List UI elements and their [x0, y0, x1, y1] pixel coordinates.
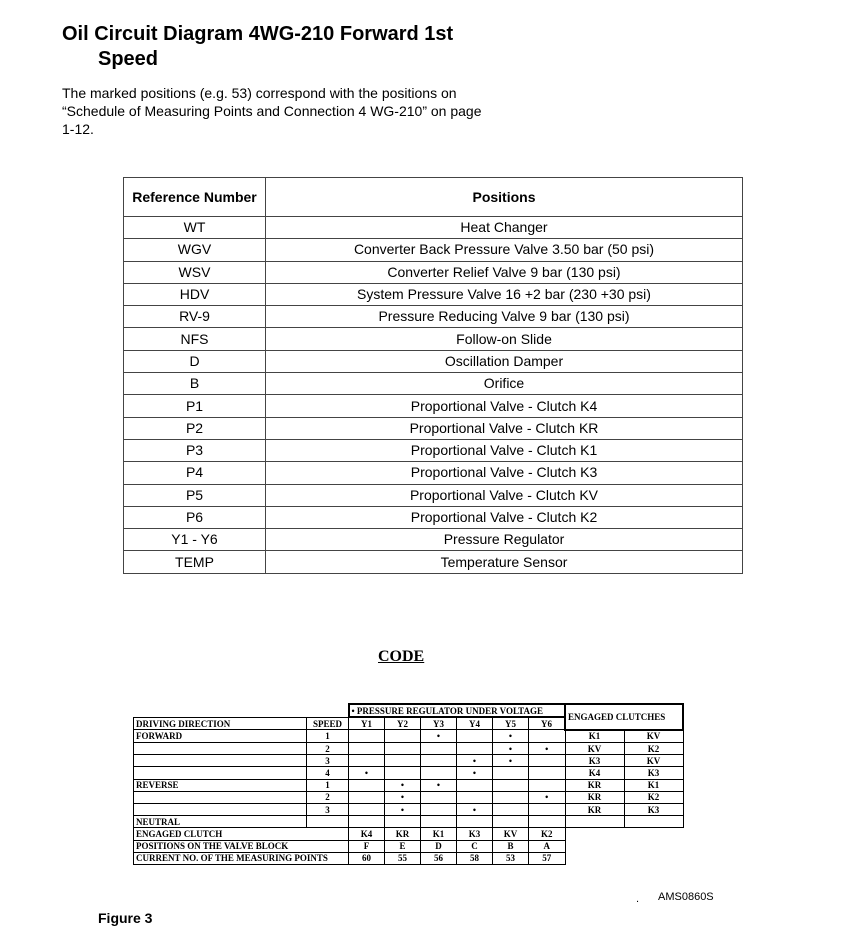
regulator-cell: •: [385, 791, 421, 803]
footer-value: K2: [529, 828, 566, 840]
footer-value: 53: [493, 852, 529, 864]
regulator-cell: [421, 791, 457, 803]
image-code: AMS0860S: [658, 891, 714, 903]
code-footer-row: [134, 840, 684, 852]
y-header: Y2: [385, 717, 421, 730]
footer-value: K3: [457, 828, 493, 840]
header-reference-number: Reference Number: [124, 178, 266, 217]
regulator-cell: [349, 755, 385, 767]
position-cell: Heat Changer: [266, 217, 743, 239]
footer-value: B: [493, 840, 529, 852]
regulator-cell: [349, 730, 385, 743]
regulator-cell: [421, 755, 457, 767]
reference-number-cell: WSV: [124, 261, 266, 283]
speed-header: SPEED: [307, 717, 349, 730]
regulator-cell: [457, 791, 493, 803]
direction-cell: [134, 804, 307, 816]
reference-number-cell: P1: [124, 395, 266, 417]
direction-cell: [134, 791, 307, 803]
y-header: Y6: [529, 717, 566, 730]
regulator-cell: [385, 767, 421, 779]
engaged-clutch-cell: K1: [624, 779, 683, 791]
title-line1: Oil Circuit Diagram 4WG-210 Forward 1st: [62, 23, 454, 45]
code-row: [134, 816, 684, 828]
regulator-cell: [349, 816, 385, 828]
regulator-cell: [421, 804, 457, 816]
footer-value: KR: [385, 828, 421, 840]
code-footer-row: [134, 828, 684, 840]
engaged-clutch-cell: K1: [565, 730, 624, 743]
code-title: CODE: [378, 648, 425, 665]
regulator-cell: [493, 804, 529, 816]
speed-cell: 4: [307, 767, 349, 779]
header-positions: Positions: [266, 178, 743, 217]
reference-number-cell: TEMP: [124, 551, 266, 573]
table-row: [124, 306, 743, 328]
regulator-cell: [493, 767, 529, 779]
engaged-clutch-cell: KV: [624, 730, 683, 743]
y-header: Y3: [421, 717, 457, 730]
regulator-cell: [385, 743, 421, 755]
engaged-clutch-cell: K3: [624, 767, 683, 779]
footer-value: 56: [421, 852, 457, 864]
engaged-clutch-cell: K3: [565, 755, 624, 767]
speed-cell: [307, 816, 349, 828]
position-cell: Converter Relief Valve 9 bar (130 psi): [266, 261, 743, 283]
regulator-cell: [457, 816, 493, 828]
reference-table: [123, 177, 743, 574]
direction-cell: [134, 743, 307, 755]
regulator-cell: [457, 743, 493, 755]
regulator-cell: [349, 791, 385, 803]
regulator-cell: [529, 804, 566, 816]
regulator-cell: •: [385, 779, 421, 791]
regulator-cell: [529, 730, 566, 743]
reference-number-cell: P6: [124, 506, 266, 528]
footer-value: 55: [385, 852, 421, 864]
code-row: [134, 730, 684, 743]
regulator-cell: •: [349, 767, 385, 779]
regulator-cell: [349, 779, 385, 791]
regulator-cell: [421, 743, 457, 755]
footer-value: F: [349, 840, 385, 852]
footer-value: C: [457, 840, 493, 852]
direction-cell: [134, 767, 307, 779]
footer-value: D: [421, 840, 457, 852]
regulator-cell: [421, 767, 457, 779]
position-cell: Converter Back Pressure Valve 3.50 bar (50 psi): [266, 239, 743, 261]
reference-number-cell: Y1 - Y6: [124, 529, 266, 551]
regulator-cell: [385, 730, 421, 743]
engaged-clutch-cell: KR: [565, 779, 624, 791]
regulator-cell: [457, 730, 493, 743]
reference-number-cell: P5: [124, 484, 266, 506]
regulator-cell: •: [493, 755, 529, 767]
reference-number-cell: D: [124, 350, 266, 372]
intro-paragraph: The marked positions (e.g. 53) correspond with the positions on “Schedule of Measuring Points and Connection 4 WG-210” on page 1-12.: [62, 85, 482, 137]
table-row: [124, 551, 743, 573]
engaged-clutch-cell: KR: [565, 804, 624, 816]
footer-value: 57: [529, 852, 566, 864]
reference-number-cell: NFS: [124, 328, 266, 350]
engaged-clutch-cell: KV: [565, 743, 624, 755]
engaged-clutch-cell: [624, 816, 683, 828]
direction-cell: FORWARD: [134, 730, 307, 743]
footer-value: K1: [421, 828, 457, 840]
position-cell: Proportional Valve - Clutch K2: [266, 506, 743, 528]
code-row: [134, 791, 684, 803]
pressure-regulator-header: • PRESSURE REGULATOR UNDER VOLTAGE: [349, 704, 566, 717]
reference-table-header: [124, 178, 743, 217]
table-row: [124, 373, 743, 395]
regulator-cell: •: [493, 743, 529, 755]
regulator-cell: [529, 816, 566, 828]
regulator-cell: •: [457, 755, 493, 767]
table-row: [124, 217, 743, 239]
regulator-cell: [529, 767, 566, 779]
engaged-clutch-cell: K3: [624, 804, 683, 816]
engaged-clutch-cell: K2: [624, 743, 683, 755]
position-cell: Proportional Valve - Clutch KR: [266, 417, 743, 439]
footer-label: CURRENT NO. OF THE MEASURING POINTS: [134, 852, 349, 864]
direction-cell: [134, 755, 307, 767]
regulator-cell: •: [493, 730, 529, 743]
position-cell: Proportional Valve - Clutch K4: [266, 395, 743, 417]
speed-cell: 3: [307, 755, 349, 767]
code-row: [134, 779, 684, 791]
regulator-cell: [457, 779, 493, 791]
regulator-cell: [493, 779, 529, 791]
reference-number-cell: P3: [124, 439, 266, 461]
stray-mark: .: [636, 893, 640, 905]
code-table: [133, 703, 684, 865]
table-row: [124, 417, 743, 439]
blank-cell: [134, 704, 349, 717]
regulator-cell: •: [457, 767, 493, 779]
regulator-cell: •: [529, 743, 566, 755]
table-row: [124, 506, 743, 528]
code-row: [134, 743, 684, 755]
regulator-cell: [385, 816, 421, 828]
position-cell: Proportional Valve - Clutch K3: [266, 462, 743, 484]
speed-cell: 1: [307, 779, 349, 791]
reference-number-cell: P2: [124, 417, 266, 439]
reference-number-cell: WT: [124, 217, 266, 239]
engaged-clutch-cell: KV: [624, 755, 683, 767]
regulator-cell: •: [421, 730, 457, 743]
regulator-cell: •: [457, 804, 493, 816]
footer-value: K4: [349, 828, 385, 840]
regulator-cell: •: [421, 779, 457, 791]
position-cell: Oscillation Damper: [266, 350, 743, 372]
y-header: Y5: [493, 717, 529, 730]
code-row: [134, 767, 684, 779]
table-row: [124, 395, 743, 417]
footer-label: ENGAGED CLUTCH: [134, 828, 349, 840]
reference-number-cell: RV-9: [124, 306, 266, 328]
speed-cell: 2: [307, 743, 349, 755]
driving-direction-header: DRIVING DIRECTION: [134, 717, 307, 730]
regulator-cell: [349, 743, 385, 755]
regulator-cell: [529, 755, 566, 767]
regulator-cell: [385, 755, 421, 767]
speed-cell: 2: [307, 791, 349, 803]
code-row: [134, 804, 684, 816]
regulator-cell: •: [529, 791, 566, 803]
table-row: [124, 484, 743, 506]
engaged-clutch-cell: KR: [565, 791, 624, 803]
table-row: [124, 350, 743, 372]
table-row: [124, 239, 743, 261]
figure-caption: Figure 3: [98, 910, 153, 926]
table-row: [124, 462, 743, 484]
position-cell: Proportional Valve - Clutch K1: [266, 439, 743, 461]
table-row: [124, 283, 743, 305]
code-row: [134, 755, 684, 767]
position-cell: Pressure Regulator: [266, 529, 743, 551]
regulator-cell: [349, 804, 385, 816]
title-line2: Speed: [98, 48, 159, 70]
regulator-cell: [493, 816, 529, 828]
y-header: Y4: [457, 717, 493, 730]
code-table-wrapper: [133, 703, 684, 865]
engaged-clutch-cell: [565, 816, 624, 828]
table-row: [124, 328, 743, 350]
reference-number-cell: P4: [124, 462, 266, 484]
engaged-clutches-header: ENGAGED CLUTCHES: [565, 704, 683, 730]
footer-value: E: [385, 840, 421, 852]
engaged-clutch-cell: K2: [624, 791, 683, 803]
footer-value: A: [529, 840, 566, 852]
position-cell: Temperature Sensor: [266, 551, 743, 573]
reference-number-cell: WGV: [124, 239, 266, 261]
position-cell: Proportional Valve - Clutch KV: [266, 484, 743, 506]
position-cell: Pressure Reducing Valve 9 bar (130 psi): [266, 306, 743, 328]
regulator-cell: •: [385, 804, 421, 816]
table-row: [124, 529, 743, 551]
footer-label: POSITIONS ON THE VALVE BLOCK: [134, 840, 349, 852]
reference-number-cell: HDV: [124, 283, 266, 305]
regulator-cell: [493, 791, 529, 803]
regulator-cell: [529, 779, 566, 791]
code-header-top-row: [134, 704, 684, 717]
speed-cell: 1: [307, 730, 349, 743]
position-cell: Orifice: [266, 373, 743, 395]
engaged-clutch-cell: K4: [565, 767, 624, 779]
reference-table-body: [124, 217, 743, 574]
direction-cell: NEUTRAL: [134, 816, 307, 828]
page-title: [62, 22, 453, 72]
table-row: [124, 439, 743, 461]
direction-cell: REVERSE: [134, 779, 307, 791]
code-footer-row: [134, 852, 684, 864]
speed-cell: 3: [307, 804, 349, 816]
footer-value: 60: [349, 852, 385, 864]
position-cell: System Pressure Valve 16 +2 bar (230 +30 psi): [266, 283, 743, 305]
footer-value: KV: [493, 828, 529, 840]
footer-value: 58: [457, 852, 493, 864]
regulator-cell: [421, 816, 457, 828]
y-header: Y1: [349, 717, 385, 730]
reference-number-cell: B: [124, 373, 266, 395]
table-row: [124, 261, 743, 283]
position-cell: Follow-on Slide: [266, 328, 743, 350]
